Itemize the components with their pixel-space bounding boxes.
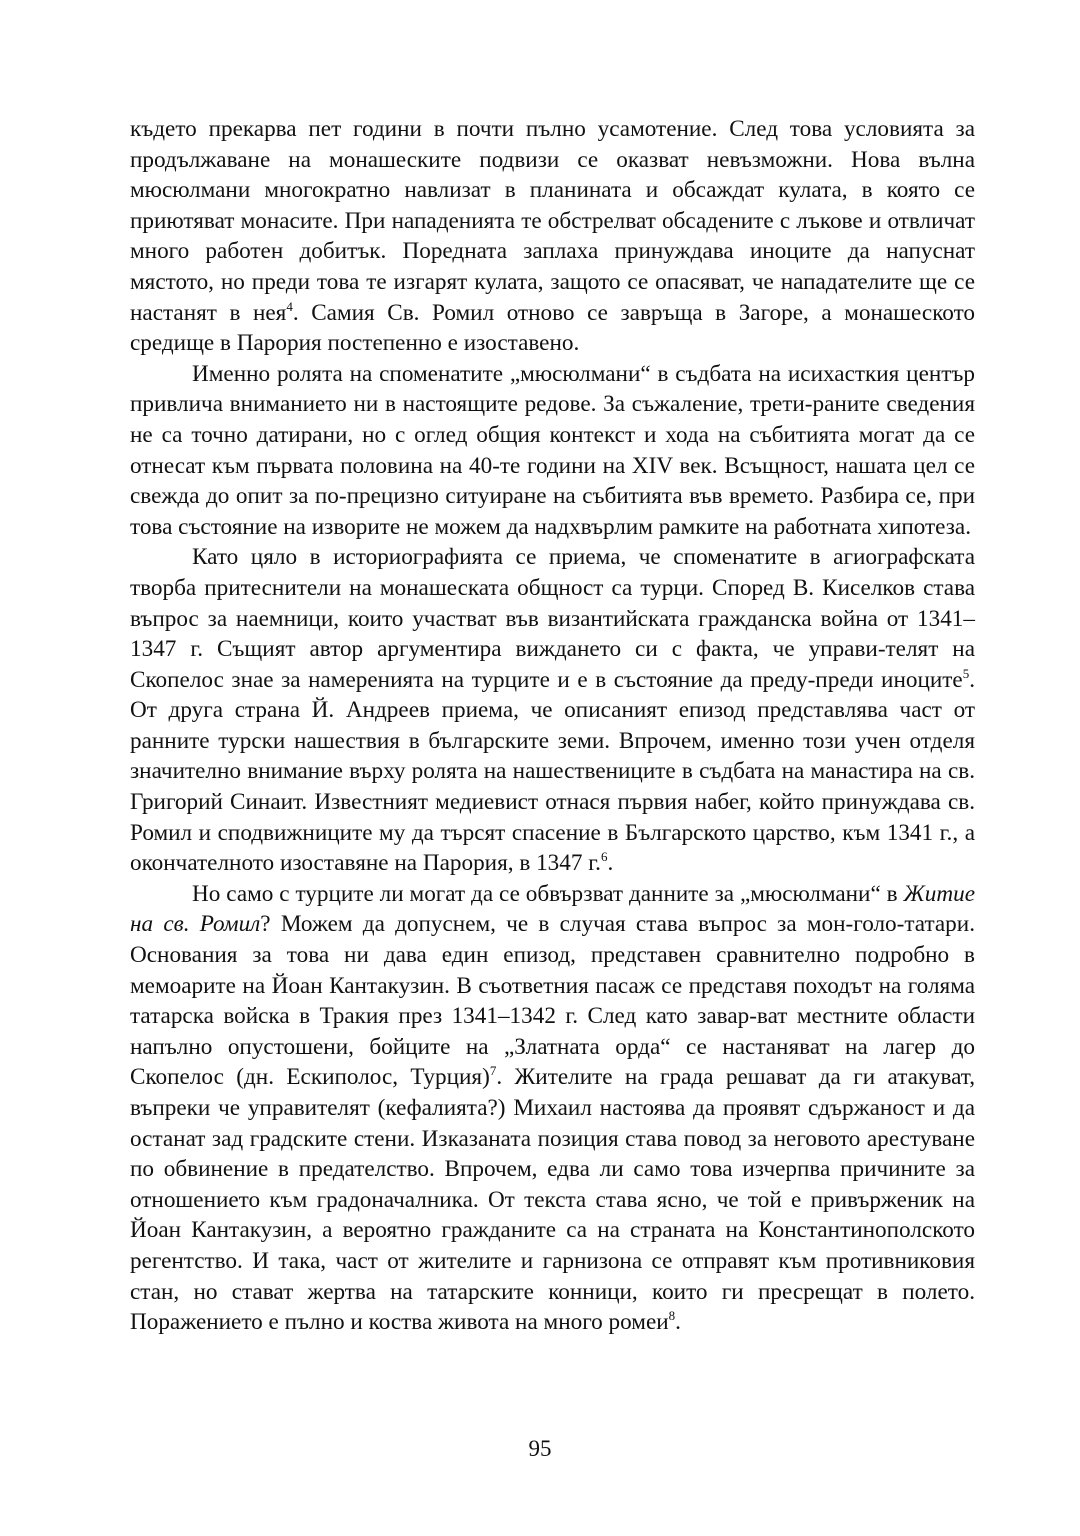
paragraph-4 (130, 879, 975, 1338)
paragraph-2 (130, 359, 975, 543)
paragraph-3 (130, 542, 975, 879)
footnote-ref-4: 4 (286, 298, 293, 314)
text-segment: ? Можем да допуснем, че в случая става въпрос за мон-голо-татари. Основания за това ни дава един епизод, представен сравнително подробно в мемоарите на Йоан Кантакузин. В съответния пасаж се представя походът на голяма татарска войска в Тракия през 1341–1342 г. След като завар-ват местните области напълно опустошени, бойците на „Златната орда“ се настаняват на лагер до Скопелос (дн. Ескиполос, Турция) (130, 911, 975, 1091)
text-segment: Но само с турците ли могат да се обвързват данните за „мюсюлмани“ в (192, 880, 904, 907)
text-segment: . (607, 850, 614, 877)
italic-title: Житие на св. Ромил (130, 880, 975, 938)
paragraph-1 (130, 114, 975, 359)
text-segment: . От друга страна Й. Андреев приема, че описаният епизод представлява част от ранните турски нашествия в българските земи. Впрочем, именно този учен отделя значително внимание върху ролята на нашествениците в съдбата на манастира на св. Григорий Синаит. Известният медиевист отнася първия набег, който принуждава св. Ромил и сподвижниците му да търсят спасение в Българското царство, към 1341 г., а окончателното изоставяне на Парория, в 1347 г. (130, 666, 975, 877)
text-segment: Като цяло в историографията се приема, че споменатите в агиографската творба притеснители на монашеската общност са турци. Според В. Киселков става въпрос за наемници, които участват във византийската гражданска война от 1341–1347 г. Същият автор аргументира виждането си с факта, че управи-телят на Скопелос знае за намеренията на турците и е в състояние да преду-преди иноците (130, 544, 975, 693)
text-segment: . (675, 1309, 681, 1336)
text-segment: където прекарва пет години в почти пълно усамотение. След това условията за продължаване на монашеските подвизи се оказват невъзможни. Нова вълна мюсюлмани многократно навлизат в планината и обсаждат кулата, в която се приютяват монасите. При нападенията те обстрелват обсадените с лъкове и отвличат много работен добитък. Поредната заплаха принуждава иноците да напуснат мястото, но преди това те изгарят кулата, защото се опасяват, че нападателите ще се настанят в нея (130, 116, 975, 326)
text-segment: . Жителите на града решават да ги атакуват, въпреки че управителят (кефалията?) Михаил настоява да проявят сдържаност и да останат зад градските стени. Изказаната позиция става повод за неговото арестуване по обвинение в предателство. Впрочем, едва ли само това изчерпва причините за отношението към градоначалника. От текста става ясно, че той е привърженик на Йоан Кантакузин, а вероятно гражданите са на страната на Константинополското регентство. И така, част от жителите и гарнизона се отправят към противниковия стан, но стават жертва на татарските конници, които ги пресрещат в полето. Поражението е пълно и коства живота на много ромеи (130, 1064, 975, 1336)
page-number: 95 (528, 1436, 552, 1461)
footnote-ref-7: 7 (489, 1063, 497, 1079)
footnote-ref-8: 8 (668, 1308, 676, 1324)
text-segment: Именно ролята на споменатите „мюсюлмани“ в съдбата на исихасткия център привлича вниманието ни в настоящите редове. За съжаление, трети-раните сведения не са точно датирани, но с оглед общия контекст и хода на събитията могат да се отнесат към първата половина на 40-те години на XIV век. Всъщност, нашата цел се свежда до опит за по-прецизно ситуиране на събитията във времето. Разбира се, при това състояние на изворите не можем да надхвърлим рамките на работната хипотеза. (130, 360, 975, 540)
text-segment: . Самия Св. Ромил отново се завръща в Загоре, а монашеското средище в Парория постепенно е изоставено. (130, 299, 975, 357)
footnote-ref-6: 6 (600, 849, 608, 865)
page-body (130, 114, 975, 1338)
footnote-ref-5: 5 (962, 665, 970, 681)
